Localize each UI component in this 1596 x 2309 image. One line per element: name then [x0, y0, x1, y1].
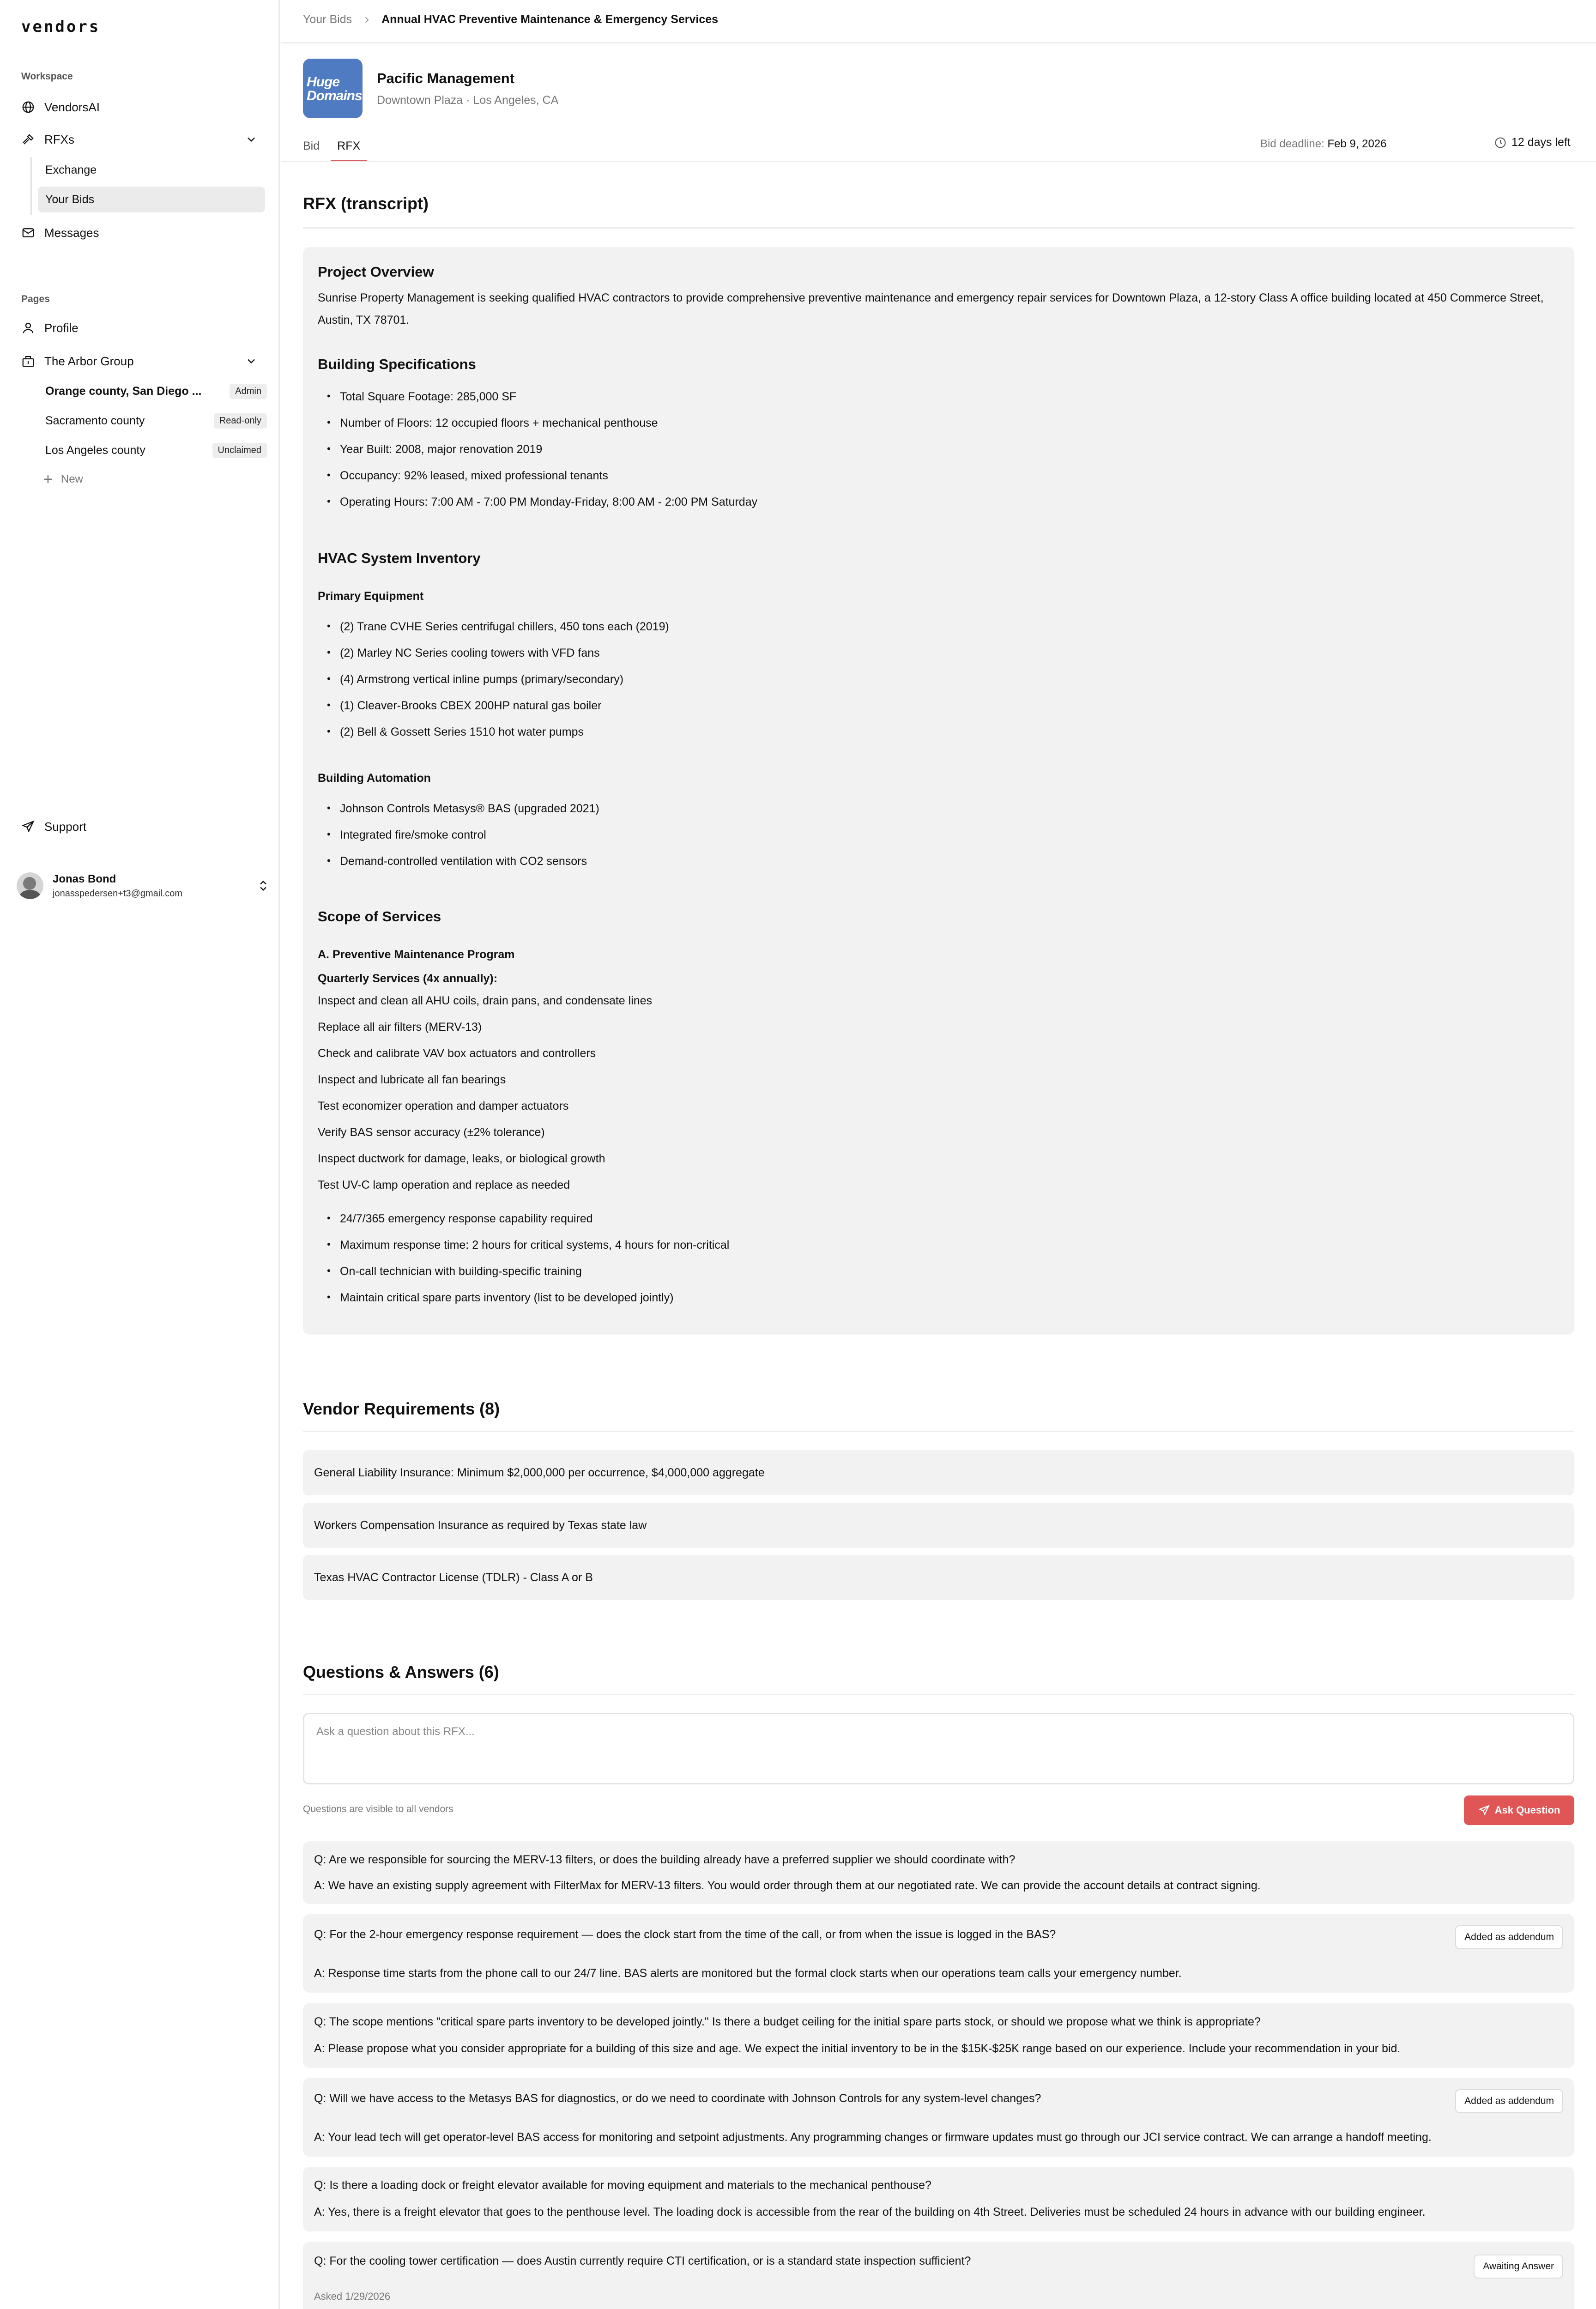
tab-bar — [303, 138, 384, 162]
rfx-transcript — [303, 247, 1574, 1335]
main-content — [281, 0, 1596, 2309]
sidebar-item-exchange[interactable]: Exchange — [45, 163, 97, 176]
chevron-down-icon[interactable] — [245, 355, 258, 368]
bid-deadline: Bid deadline: Feb 9, 2026 — [1260, 138, 1387, 150]
status-badge: Awaiting Answer — [1474, 2255, 1563, 2279]
chevrons-up-down-icon[interactable] — [257, 878, 270, 894]
user-name: Jonas Bond — [53, 872, 116, 885]
qa-item — [303, 1914, 1574, 1993]
status-badge: Added as addendum — [1455, 1925, 1563, 1949]
section-divider — [303, 227, 1574, 229]
sidebar-item-rfxs[interactable] — [21, 127, 267, 152]
primary-heading: Primary Equipment — [318, 590, 424, 603]
county-item-orange[interactable] — [38, 380, 267, 403]
sidebar-item-vendorsai[interactable] — [21, 94, 267, 120]
app-logo[interactable]: vendors — [21, 18, 101, 36]
task-line: Check and calibrate VAV box actuators and controllers — [318, 1047, 596, 1060]
breadcrumb-parent[interactable]: Your Bids — [303, 13, 352, 26]
asked-date: Asked 1/29/2026 — [314, 2291, 391, 2302]
question-text: Q: For the 2-hour emergency response requirement — does the clock start from the time of the call, or from when the issue is logged in the BAS? — [314, 1928, 1056, 1941]
qa-item — [303, 1841, 1574, 1904]
sidebar-item-label: RFXs — [44, 132, 74, 146]
breadcrumb-current: Annual HVAC Preventive Maintenance & Emergency Services — [381, 13, 719, 26]
list-item: • (2) Marley NC Series cooling towers with VFD fans — [318, 647, 600, 660]
question-text: Q: Will we have access to the Metasys BAS for diagnostics, or do we need to coordinate with Johnson Controls for any system-level changes? — [314, 2092, 1041, 2105]
sidebar-item-profile[interactable] — [21, 315, 267, 341]
user-icon — [21, 321, 35, 335]
county-name: Orange county, San Diego ... — [45, 384, 202, 398]
list-item: • Total Square Footage: 285,000 SF — [318, 390, 516, 404]
answer-text: A: Your lead tech will get operator-level BAS access for monitoring and setpoint adjustments. Any programming changes or firmware updates must go through our JCI service contract. We can arrange a handoff meeting. — [314, 2131, 1432, 2144]
section-divider — [303, 1694, 1574, 1695]
user-menu[interactable] — [17, 867, 270, 904]
org-location: Downtown Plaza · Los Angeles, CA — [377, 94, 559, 107]
list-item: • Demand-controlled ventilation with CO2 sensors — [318, 855, 587, 868]
submenu-guide-line — [30, 157, 32, 215]
question-text: Q: For the cooling tower certification — does Austin currently require CTI certification, or is a standard state inspection sufficient? — [314, 2255, 971, 2267]
sidebar-item-label: The Arbor Group — [44, 354, 134, 368]
overview-text: Sunrise Property Management is seeking qualified HVAC contractors to provide comprehensive preventive maintenance and emergency repair services for Downtown Plaza, a 12-story Class A office building located at 450 Commerce Street, Austin, TX 78701. — [318, 291, 1544, 326]
plus-icon: + — [43, 471, 53, 488]
days-left: 12 days left — [1494, 136, 1571, 149]
list-item: • (1) Cleaver-Brooks CBEX 200HP natural gas boiler — [318, 699, 601, 713]
answer-text: A: Please propose what you consider appropriate for a building of this size and age. We expect the initial inventory to be in the $15K-$25K range based on our experience. Include your recommendation in your bid. — [314, 2042, 1401, 2055]
quarterly-heading: Quarterly Services (4x annually): — [318, 972, 498, 985]
list-item: • (2) Trane CVHE Series centrifugal chillers, 450 tons each (2019) — [318, 620, 669, 634]
list-item: • Maximum response time: 2 hours for critical systems, 4 hours for non-critical — [318, 1239, 729, 1252]
send-icon — [1478, 1804, 1490, 1816]
county-name: Los Angeles county — [45, 443, 145, 457]
question-text: Q: Are we responsible for sourcing the MERV-13 filters, or does the building already have a preferred supplier we should coordinate with? — [314, 1853, 1016, 1866]
role-badge: Unclaimed — [212, 443, 267, 458]
task-line: Test UV-C lamp operation and replace as needed — [318, 1179, 570, 1191]
building-heading: Building Specifications — [318, 356, 476, 372]
qa-item — [303, 2167, 1574, 2231]
globe-icon — [21, 100, 35, 114]
new-county-button[interactable] — [43, 470, 83, 489]
county-item-los-angeles[interactable] — [38, 439, 267, 462]
role-badge: Read-only — [214, 413, 267, 429]
sidebar-item-support[interactable] — [21, 814, 267, 840]
question-input-box — [303, 1713, 1574, 1784]
send-icon — [21, 820, 35, 834]
role-badge: Admin — [230, 384, 267, 399]
list-item: • Occupancy: 92% leased, mixed professional tenants — [318, 469, 608, 483]
clock-icon — [1494, 136, 1507, 149]
list-item: • Integrated fire/smoke control — [318, 828, 486, 842]
top-bar — [281, 0, 1596, 43]
org-name: Pacific Management — [377, 70, 515, 86]
question-text: Q: Is there a loading dock or freight elevator available for moving equipment and materials to the mechanical penthouse? — [314, 2179, 931, 2192]
requirement-item: General Liability Insurance: Minimum $2,000,000 per occurrence, $4,000,000 aggregate — [303, 1450, 1574, 1495]
qa-item — [303, 2003, 1574, 2068]
qa-item — [303, 2078, 1574, 2157]
user-email: jonasspedersen+t3@gmail.com — [53, 888, 183, 899]
mail-icon — [21, 226, 35, 240]
list-item: • 24/7/365 emergency response capability required — [318, 1212, 593, 1226]
breadcrumb — [303, 13, 718, 26]
task-line: Replace all air filters (MERV-13) — [318, 1021, 482, 1034]
county-item-sacramento[interactable] — [38, 409, 267, 432]
sidebar-item-arbor-group[interactable] — [21, 348, 267, 374]
question-input[interactable] — [316, 1725, 1561, 1772]
hammer-icon — [21, 133, 35, 146]
workspace-label: Workspace — [21, 71, 73, 82]
answer-text: A: Yes, there is a freight elevator that goes to the penthouse level. The loading dock is accessible from the rear of the building on 4th Street. Deliveries must be scheduled 24 hours in advance with our building engineer. — [314, 2206, 1426, 2218]
task-line: Inspect and lubricate all fan bearings — [318, 1073, 506, 1086]
answer-text: A: We have an existing supply agreement with FilterMax for MERV-13 filters. You would order through them at our negotiated rate. We can provide the account details at contract signing. — [314, 1879, 1261, 1892]
chevron-down-icon[interactable] — [245, 133, 258, 146]
tab-rfx[interactable]: RFX — [331, 138, 367, 162]
task-line: Inspect ductwork for damage, leaks, or biological growth — [318, 1152, 605, 1165]
list-item: • (4) Armstrong vertical inline pumps (primary/secondary) — [318, 673, 623, 686]
qa-item — [303, 2242, 1574, 2309]
scope-heading: Scope of Services — [318, 908, 441, 925]
automation-heading: Building Automation — [318, 772, 431, 785]
pm-heading: A. Preventive Maintenance Program — [318, 948, 515, 961]
question-text: Q: The scope mentions "critical spare parts inventory to be developed jointly." Is there a budget ceiling for the initial spare parts stock, or should we propose what we think is appropriate? — [314, 2015, 1261, 2028]
ask-question-button[interactable]: Ask Question — [1464, 1795, 1574, 1825]
list-item: • Johnson Controls Metasys® BAS (upgraded 2021) — [318, 802, 599, 816]
sidebar-item-label: Messages — [44, 225, 99, 240]
list-item: • Year Built: 2008, major renovation 2019 — [318, 443, 542, 456]
county-name: Sacramento county — [45, 414, 145, 427]
tab-bid[interactable]: Bid — [303, 139, 320, 152]
sidebar — [0, 0, 280, 2309]
new-label: New — [60, 473, 83, 485]
list-item: • Number of Floors: 12 occupied floors + mechanical penthouse — [318, 417, 658, 430]
requirement-item: Texas HVAC Contractor License (TDLR) - Class A or B — [303, 1555, 1574, 1600]
overview-heading: Project Overview — [318, 264, 434, 280]
answer-text: A: Response time starts from the phone call to our 24/7 line. BAS alerts are monitored but the formal clock starts when our operations team calls your emergency number. — [314, 1967, 1182, 1980]
requirement-item: Workers Compensation Insurance as required by Texas state law — [303, 1503, 1574, 1548]
pages-label: Pages — [21, 294, 50, 304]
chevron-right-icon — [362, 15, 371, 24]
list-item: • Maintain critical spare parts inventory (list to be developed jointly) — [318, 1291, 674, 1305]
list-item: • On-call technician with building-specific training — [318, 1265, 582, 1278]
task-line: Verify BAS sensor accuracy (±2% tolerance) — [318, 1126, 545, 1139]
list-item: • (2) Bell & Gossett Series 1510 hot water pumps — [318, 725, 584, 739]
sidebar-item-label: Profile — [44, 320, 79, 335]
sidebar-item-label: VendorsAI — [44, 100, 100, 114]
org-logo: Huge Domains — [303, 59, 363, 118]
section-divider — [303, 1431, 1574, 1432]
visibility-note: Questions are visible to all vendors — [303, 1804, 453, 1814]
qa-title: Questions & Answers (6) — [303, 1662, 499, 1681]
task-line: Inspect and clean all AHU coils, drain pans, and condensate lines — [318, 994, 653, 1007]
sidebar-item-label: Support — [44, 819, 87, 834]
building-icon — [21, 354, 35, 368]
sidebar-item-messages[interactable] — [21, 220, 267, 246]
requirements-title: Vendor Requirements (8) — [303, 1399, 500, 1418]
sidebar-item-your-bids[interactable]: Your Bids — [38, 187, 265, 212]
status-badge: Added as addendum — [1455, 2089, 1563, 2113]
tabs-divider — [281, 161, 1596, 162]
list-item: • Operating Hours: 7:00 AM - 7:00 PM Monday-Friday, 8:00 AM - 2:00 PM Saturday — [318, 496, 757, 509]
task-line: Test economizer operation and damper actuators — [318, 1100, 569, 1112]
avatar — [17, 872, 43, 899]
hvac-heading: HVAC System Inventory — [318, 550, 481, 566]
rfx-section-title: RFX (transcript) — [303, 194, 429, 213]
deadline-date: Feb 9, 2026 — [1327, 138, 1387, 150]
